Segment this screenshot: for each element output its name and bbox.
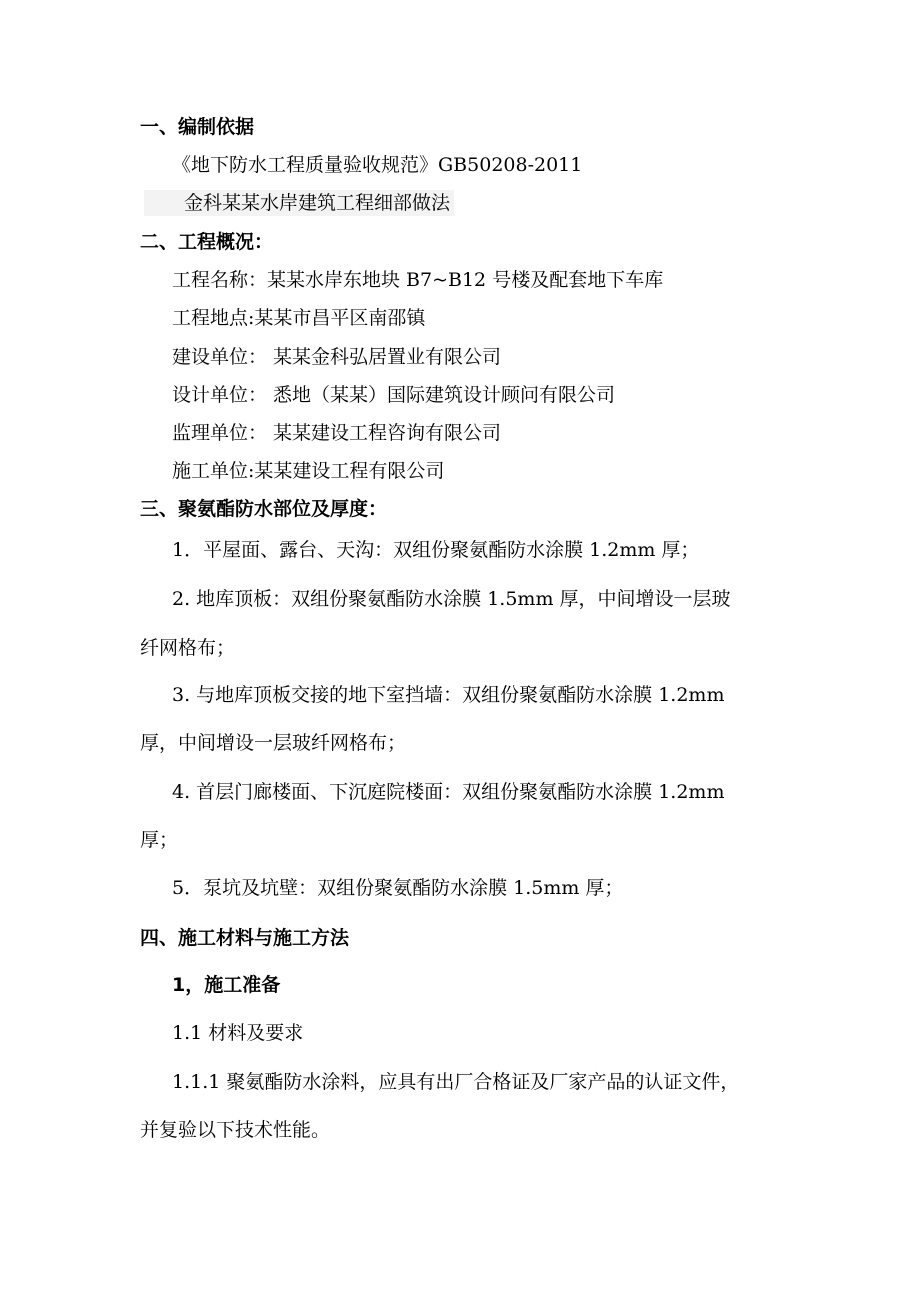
part-item-4-cont: 厚； [140,829,179,851]
heading-materials-requirements: 1.1 材料及要求 [172,1022,304,1044]
heading-preparation: 1，施工准备 [172,974,281,996]
paragraph-1-1-1: 1.1.1 聚氨酯防水涂料，应具有出厂合格证及厂家产品的认证文件， [172,1071,740,1093]
project-location: 工程地点:某某市昌平区南邵镇 [172,307,426,329]
part-item-2: 2. 地库顶板：双组份聚氨酯防水涂膜 1.5mm 厚，中间增设一层玻 [172,588,731,610]
part-item-4: 4. 首层门廊楼面、下沉庭院楼面：双组份聚氨酯防水涂膜 1.2mm [172,781,725,803]
project-name: 工程名称：某某水岸东地块 B7~B12 号楼及配套地下车库 [172,269,664,291]
construction-unit: 施工单位:某某建设工程有限公司 [172,460,445,482]
design-unit: 设计单位： 悉地（某某）国际建筑设计顾问有限公司 [172,384,616,406]
part-item-2-cont: 纤网格布； [140,637,236,659]
ref-standard: 《地下防水工程质量验收规范》GB50208-2011 [172,154,583,176]
supervision-unit: 监理单位： 某某建设工程咨询有限公司 [172,422,502,444]
heading-overview: 二、工程概况： [140,231,274,253]
heading-materials-methods: 四、施工材料与施工方法 [140,927,350,949]
ref-detail-method: 金科某某水岸建筑工程细部做法 [144,190,454,216]
part-item-5: 5．泵坑及坑壁：双组份聚氨酯防水涂膜 1.5mm 厚； [172,877,624,899]
part-item-3-cont: 厚，中间增设一层玻纤网格布； [140,732,407,754]
paragraph-1-1-1-cont: 并复验以下技术性能。 [140,1119,331,1141]
heading-basis: 一、编制依据 [140,116,255,138]
part-item-3: 3. 与地库顶板交接的地下室挡墙：双组份聚氨酯防水涂膜 1.2mm [172,684,725,706]
heading-waterproof-parts: 三、聚氨酯防水部位及厚度： [140,498,388,520]
part-item-1: 1．平屋面、露台、天沟：双组份聚氨酯防水涂膜 1.2mm 厚； [172,539,700,561]
owner-unit: 建设单位： 某某金科弘居置业有限公司 [172,346,502,368]
